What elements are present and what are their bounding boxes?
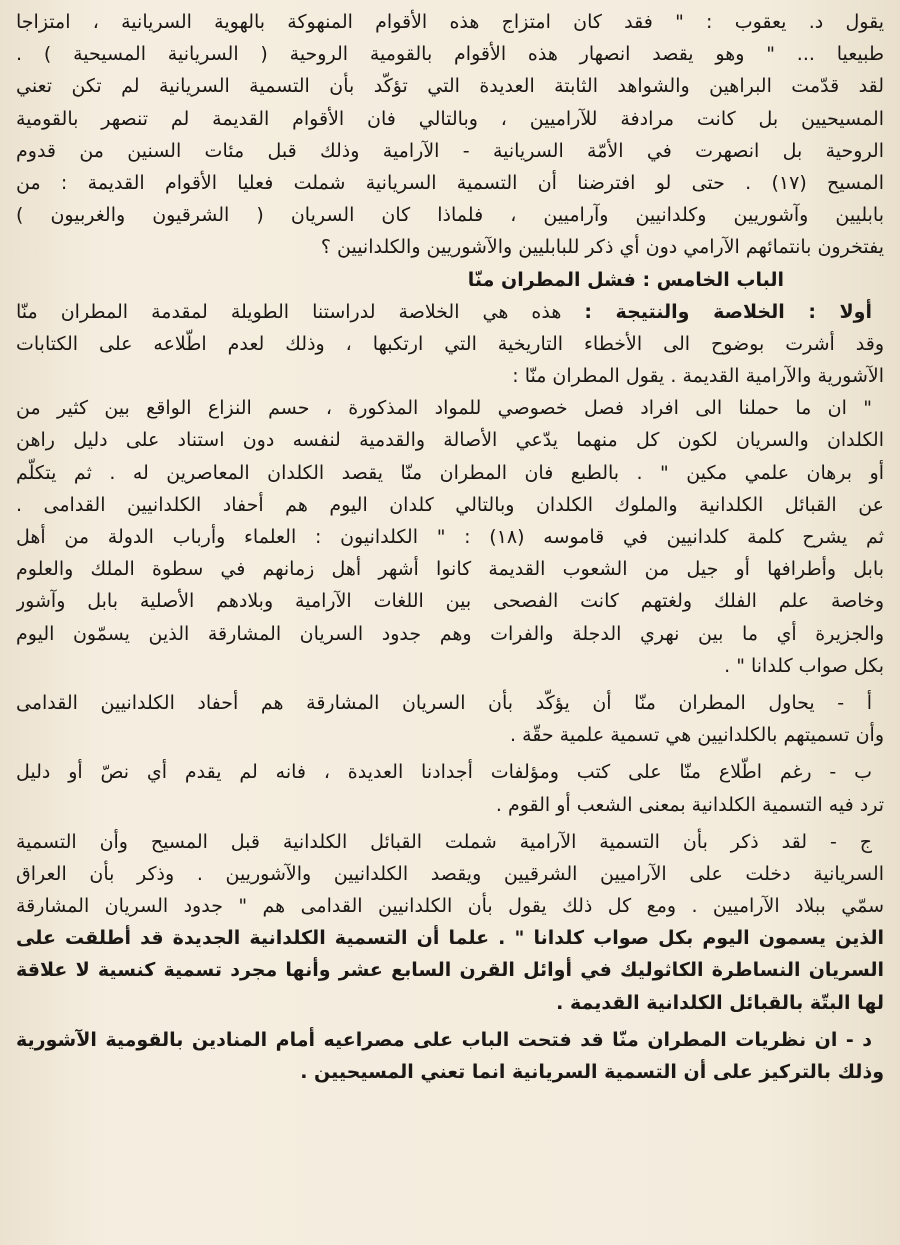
text-line-19: والجزيرة أي ما بين نهري الدجلة والفرات وهم جدود السريان المشارقة الذين يسمّون اليوم (16, 622, 884, 645)
point-c-line-4: الذين يسمون اليوم بكل صواب كلدانا " . علما أن التسمية الكلدانية الجديدة قد أطلقت على (16, 927, 884, 950)
text-line-14: أو برهان علمي مكين " . بالطبع فان المطران منّا يقصد الكلدان المعاصرين له . ثم يتكلّم (16, 461, 884, 484)
text-line-4: المسيحيين بل كانت مرادفة للآراميين ، وبالتالي فان الأقوام القديمة لم تنصهر بالقومية (16, 107, 884, 130)
point-c-line-3: سمّي ببلاد الآراميين . ومع كل ذلك يقول بأن الكلدانيين القدامى هم " جدود السريان المشارقة (16, 895, 884, 918)
point-d-line-2: وذلك بالتركيز على أن التسمية السريانية انما تعني المسيحيين . (300, 1061, 884, 1083)
text-line-10: وقد أشرت بوضوح الى الأخطاء التاريخية التي ارتكبها ، وذلك لعدم اطّلاعه على الكتابات (16, 332, 884, 355)
text-line-20: بكل صواب كلدانا " . (724, 654, 884, 677)
point-c-line-1: ج - لقد ذكر بأن التسمية الآرامية شملت القبائل الكلدانية قبل المسيح وأن التسمية (16, 830, 872, 853)
point-c-line-5: السريان النساطرة الكاثوليك في أوائل القرن السابع عشر وأنها مجرد تسمية كنسية لا علاقة (16, 959, 884, 982)
text-line-11: الآشورية والآرامية القديمة . يقول المطران منّا : (512, 365, 884, 388)
text-line-7: بابليين وآشوريين وكلدانيين وآراميين ، فلماذا كان السريان ( الشرقيون والغربيون ) (16, 204, 884, 227)
point-b-line-2: ترد فيه التسمية الكلدانية بمعنى الشعب أو القوم . (495, 793, 884, 816)
text-line-17: بابل وأطرافها أو جيل من الشعوب القديمة كانوا أشهر أهل زمانهم في سطوة الملك والعلوم (16, 558, 884, 581)
text-line-5: الروحية بل انصهرت في الأمّة السريانية - الآرامية وذلك قبل مئات السنين من قدوم (16, 139, 884, 162)
section-heading-line (16, 296, 884, 328)
section-heading-title: أولا : الخلاصة والنتيجة : (584, 300, 872, 323)
point-c-line-6: لها البتّة بالقبائل الكلدانية القديمة . (556, 991, 884, 1014)
text-line-16: ثم يشرح كلمة كلدانيين في قاموسه (١٨) : " الكلدانيون : العلماء وأرباب الدولة من أهل (16, 526, 884, 548)
text-line-2: طبيعيا ... " وهو يقصد انصهار هذه الأقوام بالقومية الروحية ( السريانية المسيحية ) . (16, 43, 884, 66)
quote-line-2: الكلدان والسريان لكون كل منهما يدّعي الأصالة والقدمية لنفسه دون استناد على دليل راهن (16, 429, 884, 452)
chapter-heading: الباب الخامس : فشل المطران منّا (467, 268, 784, 291)
text-line-1: يقول د. يعقوب : " فقد كان امتزاج هذه الأقوام المنهوكة بالهوية السريانية ، امتزاجا (16, 11, 884, 33)
text-line-18: وخاصة علم الفلك ولغتهم كانت الفصحى بين اللغات الآرامية وبلادهم الأصلية بابل وآشور (16, 590, 884, 613)
point-a-line-1: أ - يحاول المطران منّا أن يؤكّد بأن السريان المشارقة هم أحفاد الكلدانيين القدامى (16, 691, 872, 714)
point-b-line-1: ب - رغم اطّلاع منّا على كتب ومؤلفات أجدادنا العديدة ، فانه لم يقدم أي نصّ أو دليل (16, 761, 872, 784)
text-line-8: يفتخرون بانتمائهم الآرامي دون أي ذكر للبابليين والآشوريين والكلدانيين ؟ (320, 236, 884, 259)
text-line-3: لقد قدّمت البراهين والشواهد الثابتة العديدة التي تؤكّد بأن التسمية السريانية لم تكن تعني (16, 75, 884, 98)
quote-line-1: " ان ما حملنا الى افراد فصل خصوصي للمواد المذكورة ، حسم النزاع الواقع بين كثير من (16, 397, 872, 420)
section-heading-text: هذه هي الخلاصة لدراستنا الطويلة لمقدمة المطران منّا (16, 300, 585, 323)
point-c-line-2: السريانية دخلت على الآراميين الشرقيين ويقصد الكلدانيين والآشوريين . وذكر بأن العراق (16, 862, 884, 885)
point-a-line-2: وأن تسميتهم بالكلدانيين هي تسمية علمية حقّة . (509, 724, 884, 747)
text-line-6: المسيح (١٧) . حتى لو افترضنا أن التسمية السريانية شملت فعليا الأقوام القديمة : من (16, 171, 884, 194)
point-d-line-1: د - ان نظريات المطران منّا قد فتحت الباب على مصراعيه أمام المنادين بالقومية الآشورية (16, 1028, 872, 1051)
text-line-15: عن القبائل الكلدانية والملوك الكلدان وبالتالي كلدان اليوم هم أحفاد الكلدانيين القدامى . (16, 493, 884, 516)
